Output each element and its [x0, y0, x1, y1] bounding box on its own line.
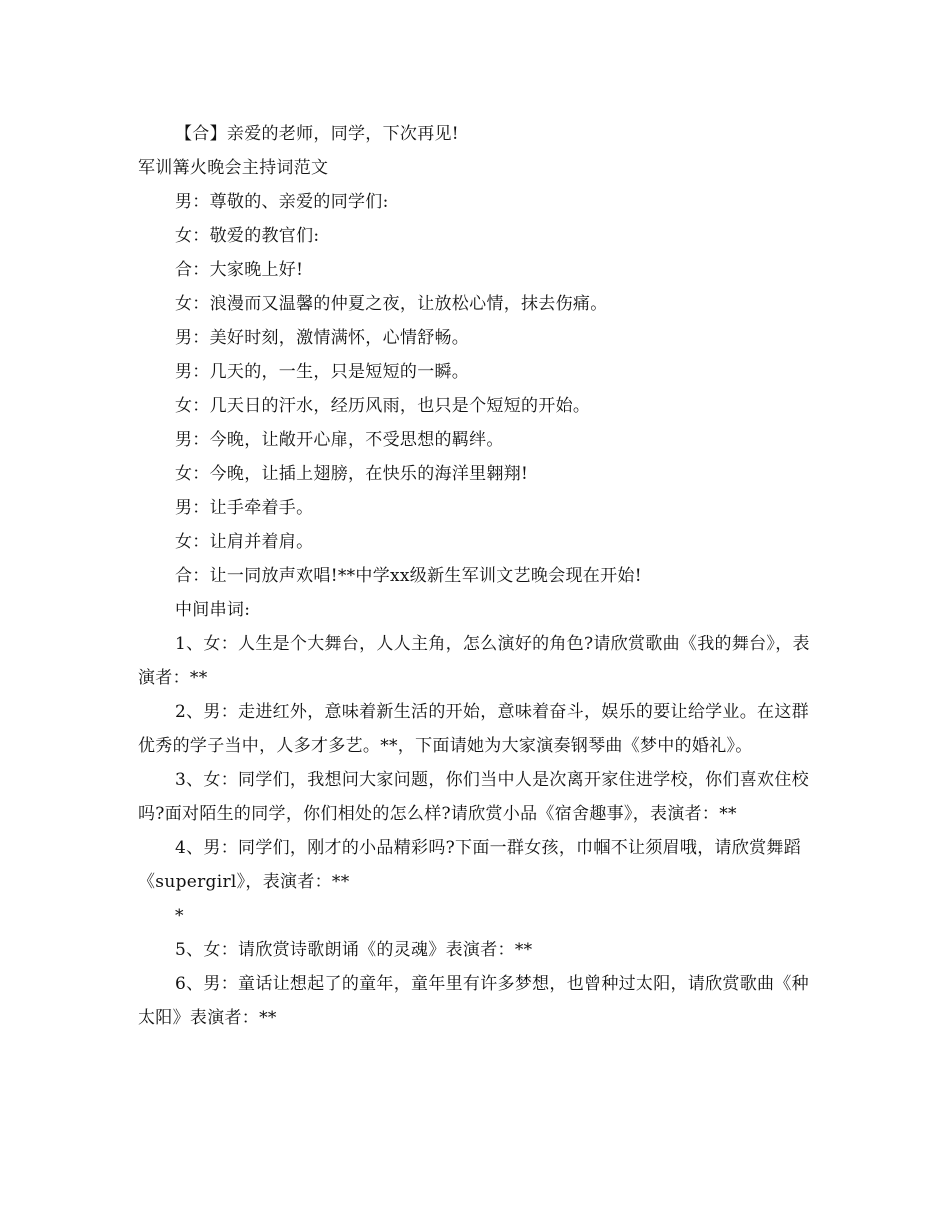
paragraph: 女：今晚，让插上翅膀，在快乐的海洋里翱翔! [175, 464, 529, 484]
list-item: 1、女：人生是个大舞台，人人主角，怎么演好的角色?请欣赏歌曲《我的舞台》，表演者：** [138, 634, 810, 688]
list-item: 2、男：走进红外，意味着新生活的开始，意味着奋斗，娱乐的要让给学业。在这群优秀的学子当中，人多才多艺。**，下面请她为大家演奏钢琴曲《梦中的婚礼》。 [138, 702, 809, 756]
paragraph: 男：几天的，一生，只是短短的一瞬。 [175, 362, 470, 382]
paragraph: * [175, 906, 184, 926]
list-item: 5、女：请欣赏诗歌朗诵《的灵魂》表演者：** [175, 940, 533, 960]
paragraph: 合：让一同放声欢唱!**中学xx级新生军训文艺晚会现在开始! [175, 566, 642, 586]
paragraph: 女：让肩并着肩。 [175, 532, 314, 552]
list-item: 4、男：同学们，刚才的小品精彩吗?下面一群女孩，巾帼不让须眉哦，请欣赏舞蹈《supergirl》，表演者：** [138, 838, 802, 892]
list-item: 6、男：童话让想起了的童年，童年里有许多梦想，也曾种过太阳，请欣赏歌曲《种太阳》表演者：** [138, 974, 809, 1028]
subheading: 中间串词: [175, 600, 251, 620]
paragraph: 男：尊敬的、亲爱的同学们: [175, 192, 389, 212]
paragraph: 男：美好时刻，激情满怀，心情舒畅。 [175, 328, 470, 348]
paragraph: 女：浪漫而又温馨的仲夏之夜，让放松心情，抹去伤痛。 [175, 294, 608, 314]
list-item: 3、女：同学们，我想问大家问题，你们当中人是次离开家住进学校，你们喜欢住校吗?面对陌生的同学，你们相处的怎么样?请欣赏小品《宿舍趣事》，表演者：** [138, 770, 809, 824]
paragraph-closing: 【合】亲爱的老师，同学，下次再见! [175, 124, 459, 144]
paragraph: 男：今晚，让敞开心扉，不受思想的羁绊。 [175, 430, 504, 450]
document-body [138, 117, 818, 1035]
paragraph: 男：让手牵着手。 [175, 498, 314, 518]
paragraph: 女：几天日的汗水，经历风雨，也只是个短短的开始。 [175, 396, 591, 416]
paragraph: 合：大家晚上好! [175, 260, 304, 280]
section-title: 军训篝火晚会主持词范文 [138, 158, 329, 178]
paragraph: 女：敬爱的教官们: [175, 226, 320, 246]
